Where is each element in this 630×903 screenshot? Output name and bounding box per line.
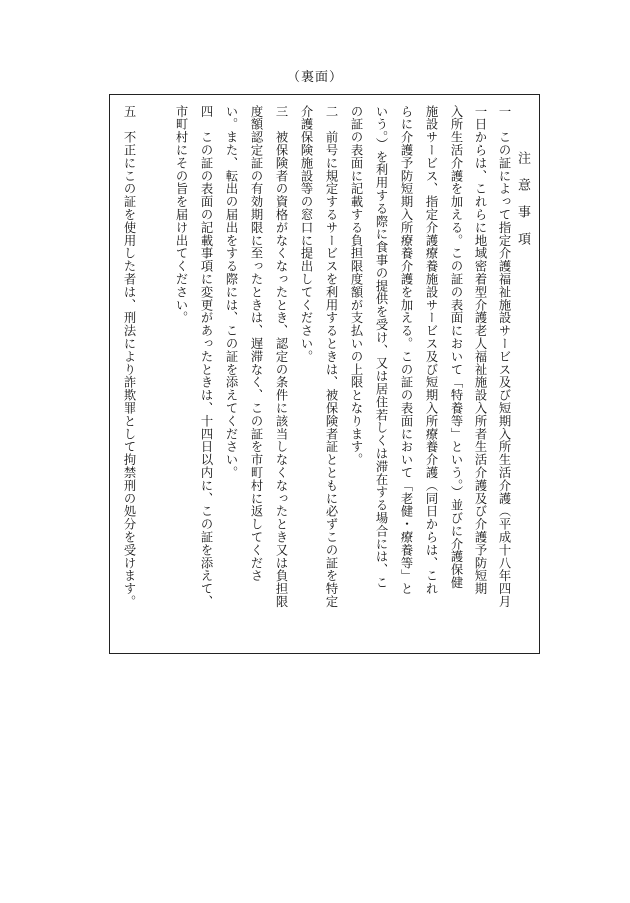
note-line: 施設サービス、指定介護療養施設サービス及び短期入所療養介護（同日からは、これ	[424, 105, 438, 596]
note-line: の証の表面に記載する負担限度額が支払いの上限となります。	[349, 105, 363, 467]
note-line: 入所生活介護を加える。この証の表面において「特養等」という。）並びに介護保健	[449, 105, 463, 590]
note-line: 五 不正にこの証を使用した者は、刑法により詐欺罪として拘禁刑の処分を受けます。	[122, 105, 136, 609]
notes-frame	[109, 94, 540, 654]
note-line: 一 この証によって指定介護福祉施設サービス及び短期入所生活介護（平成十八年四月	[497, 105, 511, 609]
page-heading: （裏面）	[286, 70, 343, 85]
note-line: 四 この証の表面の記載事項に変更があったときは、十四日以内に、この証を添えて、	[199, 105, 213, 609]
note-line: 市町村にその旨を届け出てください。	[174, 105, 188, 325]
note-line: 二 前号に規定するサービスを利用するときは、被保険者証とともに必ずこの証を特定	[324, 105, 338, 609]
note-line: 度額認定証の有効期限に至ったときは、遅滞なく、この証を市町村に返してくださ	[249, 105, 263, 583]
note-line: いう。）を利用する際に食事の提供を受け、又は居住若しくは滞在する場合には、こ	[374, 105, 388, 590]
notes-title: 注意事項	[515, 151, 530, 259]
note-line: い。また、転出の届出をする際には、この証を添えてください。	[224, 105, 238, 480]
note-line: 三 被保険者の資格がなくなったとき、認定の条件に該当しなくなったとき又は負担限	[274, 105, 288, 609]
note-line: 介護保険施設等の窓口に提出してください。	[299, 105, 313, 363]
note-line: 一日からは、これらに地域密着型介護老人福祉施設入所者生活介護及び介護予防短期	[473, 105, 487, 596]
note-line: らに介護予防短期入所療養介護を加える。この証の表面において「老健・療養等」と	[399, 105, 413, 596]
